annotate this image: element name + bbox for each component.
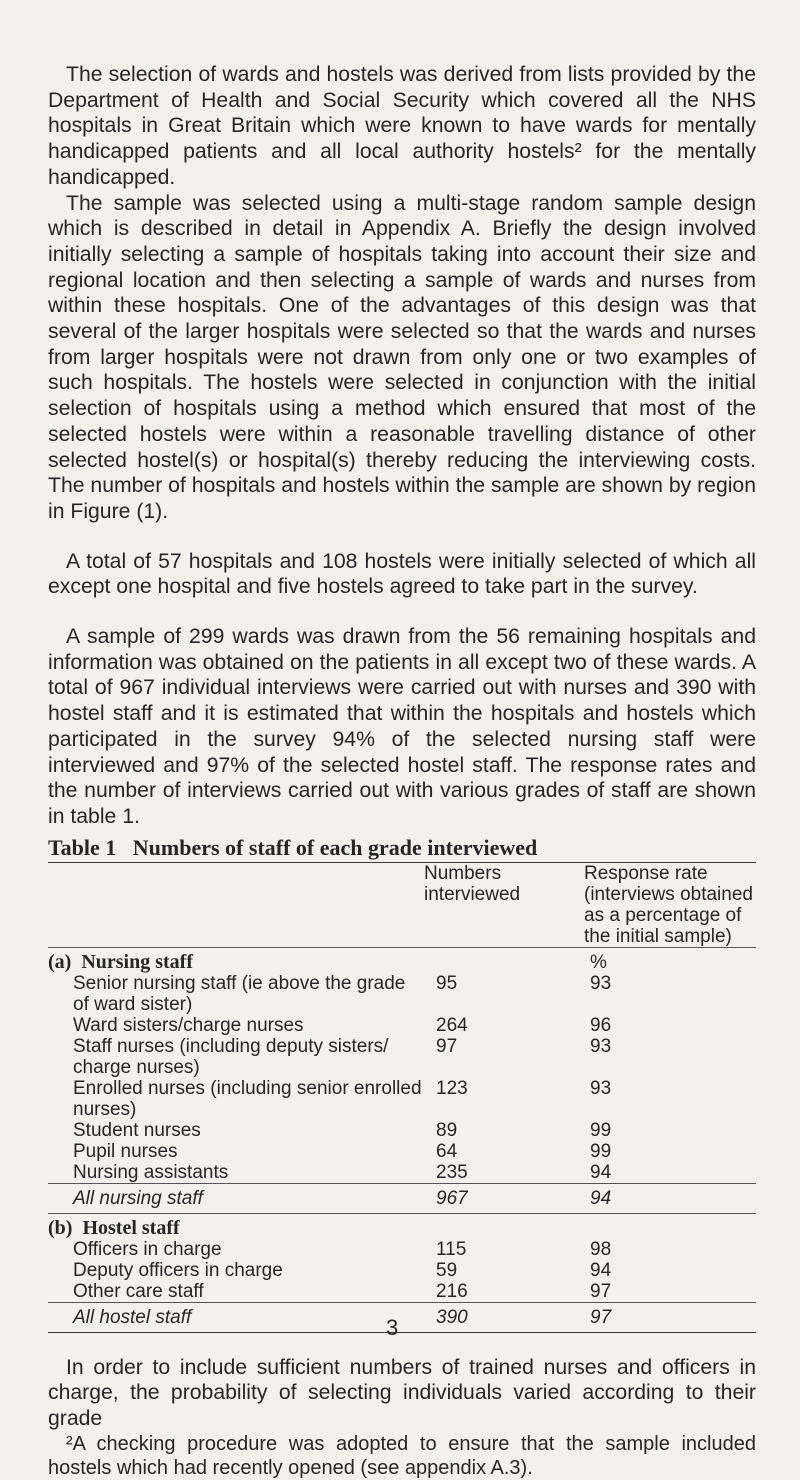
paragraph-interviews: A sample of 299 wards was drawn from the 56 remaining hospitals and information was obtained on the patients in all except two of these wards. A total of 967 individual interviews were carried out with nurses and 390 with hostel staff and it is estimated that within the hospitals and hostels which participated in the survey 94% of the selected nursing staff were interviewed and 97% of the selected hostel staff. The response rates and the number of interviews carried out with various grades of staff are shown in table 1. bbox=[48, 625, 756, 828]
paragraph-sample-design: The sample was selected using a multi-stage random sample design which is described in detail in Appendix A. Briefly the design involved initially selecting a sample of hospitals taking into account their size and regional location and then selecting a sample of wards and nurses from within these hospitals. One of the advantages of this design was that several of the larger hospitals were selected so that the wards and nurses from larger hospitals were not drawn from only one or two examples of such hospitals. The hostels were selected in conjunction with the initial selection of hospitals using a method which ensured that most of the selected hostels were within a reasonable travelling distance of other selected hostel(s) or hospital(s) thereby reducing the interviewing costs. The number of hospitals and hostels within the sample are shown by region in Figure (1). bbox=[48, 191, 756, 523]
hostel-total-number: 390 bbox=[436, 1306, 468, 1328]
row-number: 95 bbox=[436, 972, 458, 994]
table-row bbox=[48, 1162, 756, 1184]
footnote: ²A checking procedure was adopted to ensure that the sample included hostels which had recently opened (see appendix A.3). bbox=[48, 1432, 756, 1479]
table-row bbox=[48, 1036, 756, 1078]
row-rate: 93 bbox=[590, 1035, 612, 1057]
percent-sign: % bbox=[590, 951, 607, 973]
section-hostel-row bbox=[48, 1214, 756, 1239]
row-label: Pupil nurses bbox=[73, 1140, 178, 1162]
row-rate: 99 bbox=[590, 1140, 612, 1162]
section-nursing-label: (a) Nursing staff bbox=[48, 950, 193, 973]
row-number: 123 bbox=[436, 1077, 468, 1099]
row-number: 97 bbox=[436, 1035, 458, 1057]
row-number: 64 bbox=[436, 1140, 458, 1162]
row-label: Officers in charge bbox=[73, 1238, 222, 1260]
table-row bbox=[48, 1078, 756, 1120]
nursing-total-row bbox=[48, 1184, 756, 1214]
row-label: Ward sisters/charge nurses bbox=[73, 1014, 304, 1036]
row-label: Staff nurses (including deputy sisters/ charge nurses) bbox=[73, 1035, 389, 1078]
row-rate: 96 bbox=[590, 1014, 612, 1036]
table-row bbox=[48, 1260, 756, 1281]
hostel-total-row bbox=[48, 1303, 756, 1333]
nursing-total-number: 967 bbox=[436, 1187, 468, 1209]
row-number: 59 bbox=[436, 1259, 458, 1281]
nursing-total-label: All nursing staff bbox=[73, 1187, 203, 1209]
row-label: Nursing assistants bbox=[73, 1161, 229, 1183]
table-row bbox=[48, 1281, 756, 1303]
row-rate: 93 bbox=[590, 972, 612, 994]
table-title: Table 1 Numbers of staff of each grade interviewed bbox=[48, 834, 538, 860]
table-row bbox=[48, 973, 756, 1015]
paragraph-hospitals-total: A total of 57 hospitals and 108 hostels were initially selected of which all except one hospital and five hostels agreed to take part in the survey. bbox=[48, 549, 756, 599]
table-row bbox=[48, 1120, 756, 1141]
staff-table bbox=[48, 862, 756, 1333]
paragraph-selection: The selection of wards and hostels was derived from lists provided by the Department of Health and Social Security which covered all the NHS hospitals in Great Britain which were known to have wards for mentally handicapped patients and all local authority hostels² for the mentally handicapped. bbox=[48, 63, 756, 189]
row-rate: 94 bbox=[590, 1161, 612, 1183]
table-row bbox=[48, 1015, 756, 1036]
row-rate: 99 bbox=[590, 1119, 612, 1141]
table-row bbox=[48, 1141, 756, 1162]
row-number: 89 bbox=[436, 1119, 458, 1141]
table-row bbox=[48, 1239, 756, 1260]
section-hostel-label: (b) Hostel staff bbox=[48, 1216, 180, 1239]
row-label: Senior nursing staff (ie above the grade of ward sister) bbox=[73, 972, 406, 1015]
row-rate: 94 bbox=[590, 1259, 612, 1281]
row-label: Student nurses bbox=[73, 1119, 201, 1141]
row-label: Enrolled nurses (including senior enrolled nurses) bbox=[73, 1077, 422, 1120]
row-number: 216 bbox=[436, 1280, 468, 1302]
paragraph-probability: In order to include sufficient numbers of trained nurses and officers in charge, the probability of selecting individuals varied according to their grade bbox=[48, 1355, 756, 1431]
table-header-row bbox=[48, 863, 756, 948]
page-number: 3 bbox=[386, 1315, 399, 1340]
row-label: Deputy officers in charge bbox=[73, 1259, 283, 1281]
row-number: 264 bbox=[436, 1014, 468, 1036]
hostel-total-rate: 97 bbox=[590, 1306, 612, 1328]
row-label: Other care staff bbox=[73, 1280, 204, 1302]
row-rate: 97 bbox=[590, 1280, 612, 1302]
nursing-total-rate: 94 bbox=[590, 1187, 612, 1209]
hostel-total-label: All hostel staff bbox=[73, 1306, 192, 1328]
header-numbers: Numbers interviewed bbox=[424, 862, 521, 905]
row-rate: 98 bbox=[590, 1238, 612, 1260]
header-response-rate: Response rate (interviews obtained as a percentage of the initial sample) bbox=[584, 862, 753, 947]
row-number: 235 bbox=[436, 1161, 468, 1183]
section-nursing-row bbox=[48, 948, 756, 973]
document-page bbox=[48, 62, 756, 1480]
row-rate: 93 bbox=[590, 1077, 612, 1099]
row-number: 115 bbox=[436, 1238, 467, 1260]
